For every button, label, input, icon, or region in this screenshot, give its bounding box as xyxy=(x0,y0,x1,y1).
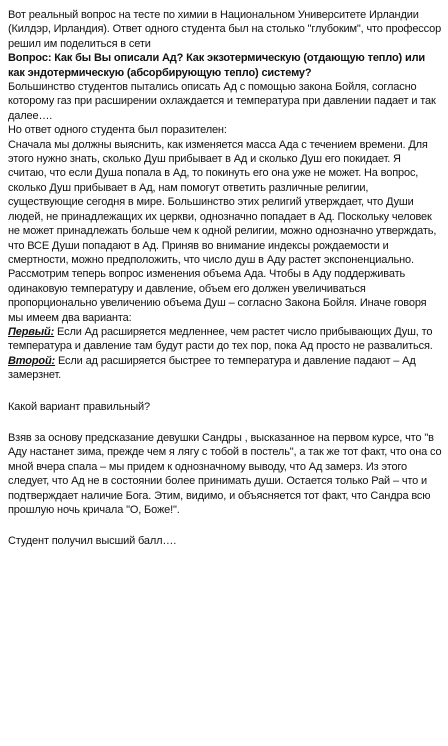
second-variant xyxy=(8,354,442,383)
which-question: Какой вариант правильный? xyxy=(8,400,150,413)
question-paragraph: Вопрос: Как бы Вы описали Ад? Как экзотермическую (отдающую тепло) или как эндотермическую (абсорбирующую тепло) систему? xyxy=(8,52,426,79)
first-variant-label: Первый: xyxy=(8,325,55,338)
answer-main-paragraph: Сначала мы должны выяснить, как изменяется масса Ада с течением времени. Для этого нужно знать, сколько Душ прибывает в Ад и сколько Душ его покидает. Я считаю, что если Душа попала в Ад, то покинуть его она уже не может. На вопрос, сколько Душ прибывает в Ад, нам помогут ответить различные религии, существующие сегодня в мире. Большинство этих религий утверждает, что Души людей, не принадлежащих их церкви, однозначно попадает в Ад. Поскольку человек не может принадлежать больше чем к одной религии, можно однозначно утверждать, что ВСЕ Души попадают в Ад. Приняв во внимание индексы рождаемости и смертности, можно предположить, что число душ в Аду растет экспоненциально. Рассмотрим теперь вопрос изменения объема Ада. Чтобы в Аду поддерживать одинаковую температуру и давление, объем его должен увеличиваться пропорционально увеличению объема Душ – согласно Закона Бойля. Иначе говоря мы имеем два варианта: xyxy=(8,138,437,324)
spacer xyxy=(8,414,442,431)
first-variant xyxy=(8,325,442,354)
second-variant-label: Второй: xyxy=(8,354,56,367)
spacer xyxy=(8,383,442,400)
second-variant-text: Если ад расширяется быстрее то температура и давление падают – Ад замерзнет. xyxy=(8,354,416,382)
final-line: Студент получил высший балл…. xyxy=(8,535,177,548)
intro-paragraph: Вот реальный вопрос на тесте по химии в Национальном Университете Ирландии (Килдэр, Ирландия). Ответ одного студента был на столько "глубоким", что профессор решил им поделиться в сети xyxy=(8,9,442,50)
first-variant-text: Если Ад расширяется медленнее, чем растет число прибывающих Душ, то температура и давление там будут расти до тех пор, пока Ад просто не развалиться. xyxy=(8,325,433,353)
spacer xyxy=(8,517,442,534)
conclusion-paragraph: Взяв за основу предсказание девушки Сандры , высказанное на первом курсе, что "в Аду настанет зима, прежде чем я лягу с тобой в постель", а так же тот факт, что она со мной вчера спала – мы придем к однозначному выводу, что Ад замерз. Из этого следует, что Ад не в состоянии более принимать души. Остается только Рай – что и подтверждает наличие Бога. Этим, видимо, и объясняется тот факт, что Сандра всю прошлую ночь кричала "О, Боже!". xyxy=(8,431,442,516)
most-students-paragraph: Большинство студентов пытались описать Ад с помощью закона Бойля, согласно которому газ при расширении охлаждается и температура при давлении падает и так далее…. xyxy=(8,81,436,122)
but-answer-line: Но ответ одного студента был поразителен: xyxy=(8,124,227,137)
